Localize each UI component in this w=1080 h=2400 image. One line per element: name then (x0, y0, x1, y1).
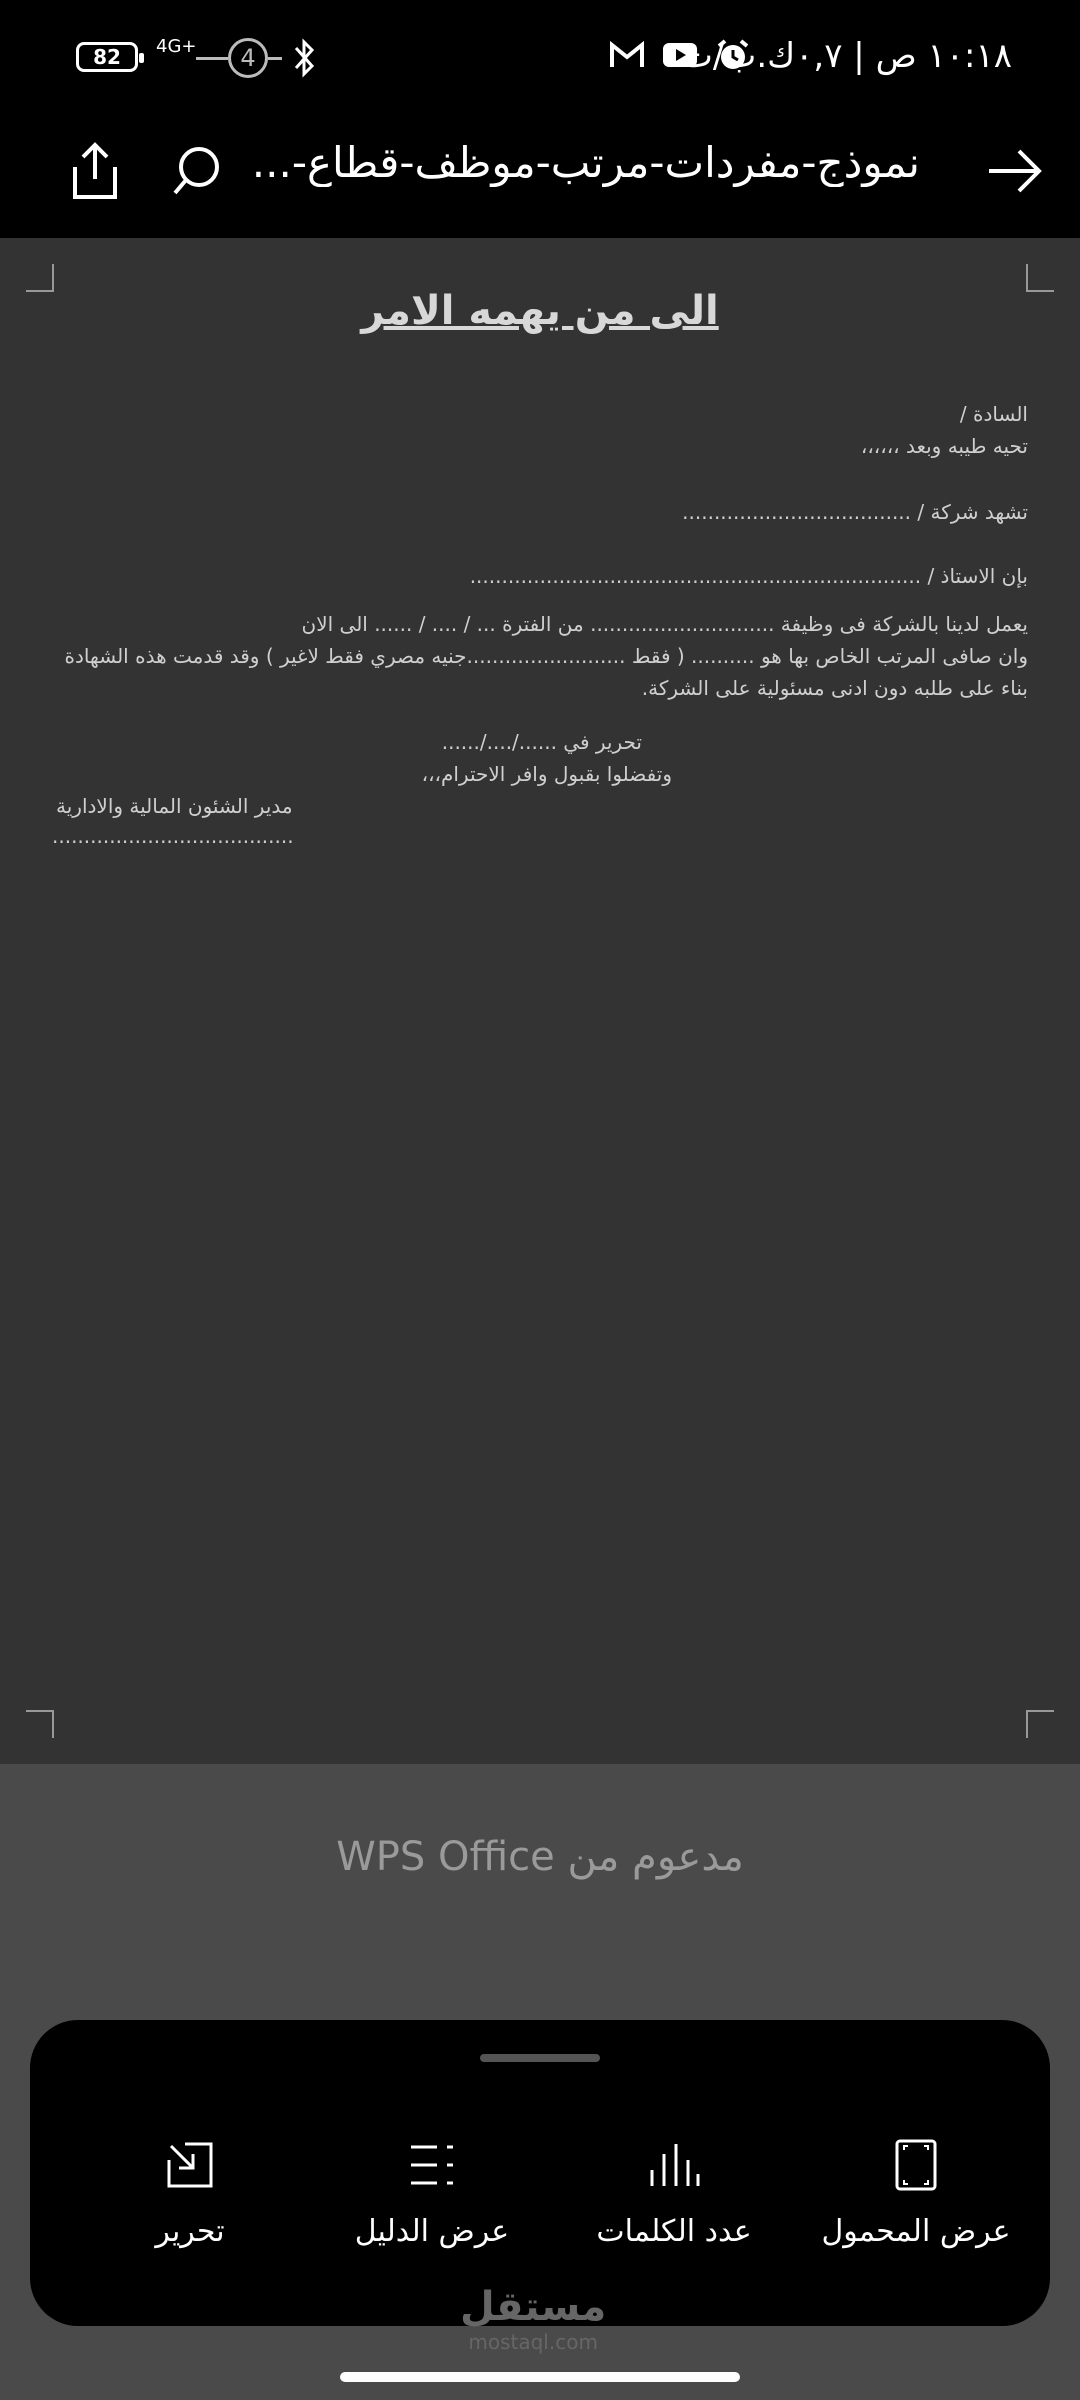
edit-button[interactable] (70, 2130, 310, 2249)
share-button[interactable] (60, 136, 130, 206)
signature-line: ...................................... (52, 824, 294, 848)
edit-icon (70, 2130, 310, 2200)
document-line: بإن الاستاذ / ....................................................................... (469, 564, 1028, 588)
mobile-view-button[interactable] (796, 2130, 1036, 2249)
closing-line: وتفضلوا بقبول وافر الاحترام،،، (421, 762, 672, 786)
watermark-domain: mostaql.com (468, 2330, 598, 2354)
back-button[interactable] (980, 136, 1050, 206)
page-corner-mark (26, 1710, 54, 1738)
document-heading: الى من يهمه الامر (361, 288, 719, 334)
status-time: ١٠:١٨ ص | ٠,٧ك.ب/ث (680, 36, 1012, 76)
document-line: بناء على طلبه دون ادنى مسئولية على الشركة. (641, 676, 1028, 700)
powered-by-label: مدعوم من WPS Office (336, 1834, 744, 1880)
mobile-view-icon (796, 2130, 1036, 2200)
word-count-icon (554, 2130, 794, 2200)
document-line: السادة / (959, 402, 1028, 426)
document-line: تشهد شركة / .................................... (682, 500, 1028, 524)
document-page[interactable] (0, 238, 1080, 1764)
word-count-label: عدد الكلمات (596, 2214, 752, 2249)
outline-label: عرض الدليل (354, 2214, 510, 2249)
edit-label: تحرير (155, 2214, 225, 2249)
sim-indicator: 4 (228, 38, 268, 78)
home-indicator[interactable] (340, 2372, 740, 2382)
search-button[interactable] (162, 136, 232, 206)
document-line: يعمل لدينا بالشركة فى وظيفة ............................. من الفترة ... / .... / ...... الى الان (301, 612, 1028, 636)
mobile-view-label: عرض المحمول (821, 2214, 1011, 2249)
share-icon (67, 141, 123, 201)
battery-indicator: 82 (76, 42, 138, 72)
network-label: 4G+ (156, 36, 197, 57)
date-line: تحرير في ....../..../...... (441, 730, 642, 754)
document-line: تحيه طيبه وبعد ،،،،،، (860, 434, 1028, 458)
bluetooth-icon (292, 38, 318, 82)
document-title: نموذج-مفردات-مرتب-موظف-قطاع-... (251, 138, 920, 187)
status-bar (0, 0, 1080, 118)
bottom-sheet (30, 2020, 1050, 2326)
signature-title: مدير الشئون المالية والادارية (56, 794, 293, 818)
sheet-drag-handle[interactable] (480, 2054, 600, 2062)
word-count-button[interactable] (554, 2130, 794, 2249)
document-line: وان صافى المرتب الخاص بها هو .......... ( فقط .........................جنيه مصري فقط لاغير ) وقد قدمت هذه الشهادة (64, 644, 1028, 668)
watermark-brand: مستقل (460, 2284, 607, 2330)
outline-icon (312, 2130, 552, 2200)
gmail-icon (610, 41, 644, 73)
page-corner-mark (1026, 1710, 1054, 1738)
watermark (460, 2284, 606, 2354)
arrow-right-icon (985, 146, 1045, 196)
search-icon (169, 143, 225, 199)
app-toolbar (0, 118, 1080, 238)
outline-button[interactable] (312, 2130, 552, 2249)
